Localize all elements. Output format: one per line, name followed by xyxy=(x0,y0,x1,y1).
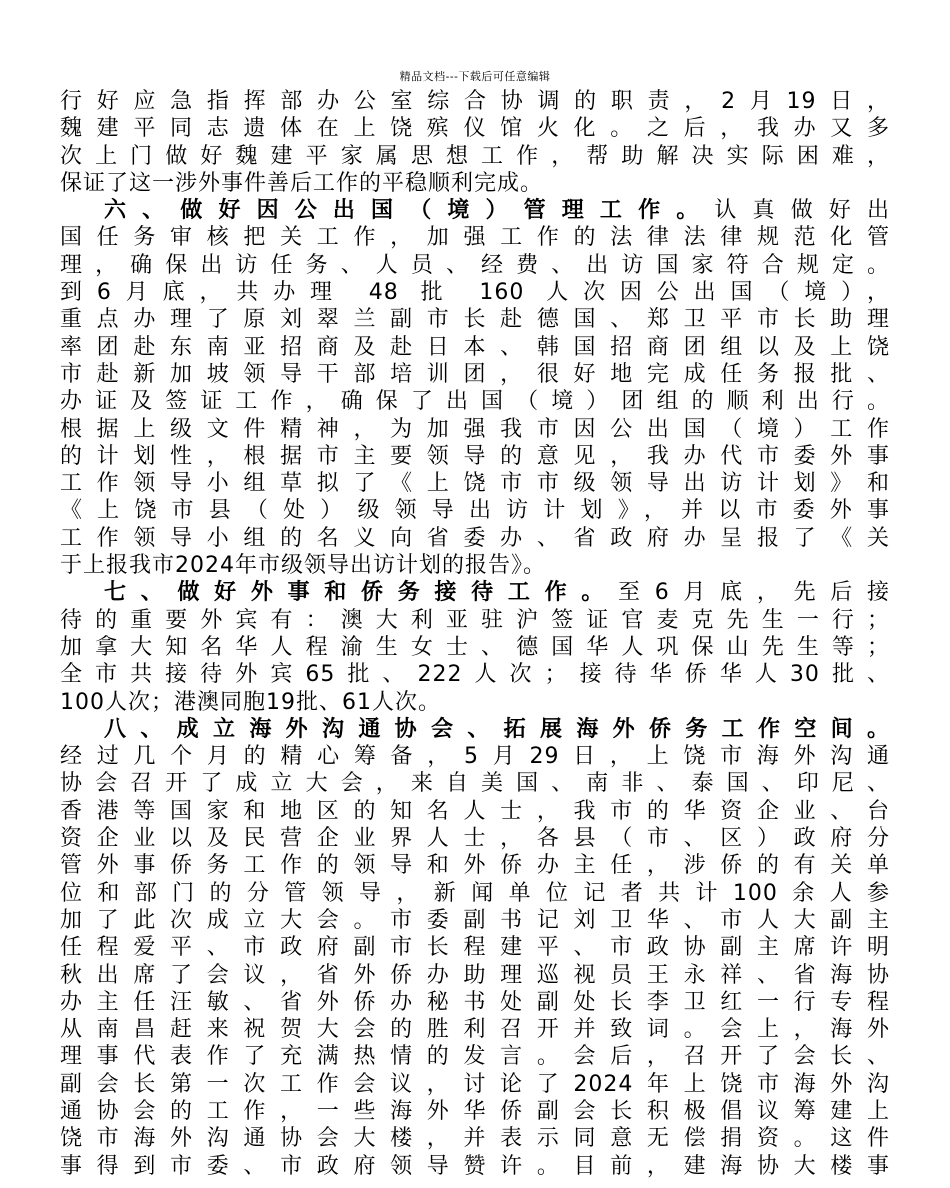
text-line: 理，确保出访任务、人员、经费、出访国家符合规定。 xyxy=(60,252,890,278)
text-line: 《上饶市县（处）级领导出访计划》，并以市委外事 xyxy=(60,498,890,524)
text-line: 100人次；港澳同胞19批、61人次。 xyxy=(60,689,441,715)
text-line: 加拿大知名华人程渝生女士、德国华人巩保山先生等； xyxy=(60,634,890,660)
text-line: 于上报我市2024年市级领导出访计划的报告》。 xyxy=(60,553,546,579)
document-body xyxy=(60,88,890,1180)
text-line: 饶市海外沟通协会大楼，并表示同意无偿捐资。这件 xyxy=(60,1126,890,1152)
text-line: 根据上级文件精神，为加强我市因公出国（境）工作 xyxy=(60,416,890,442)
section-7-text: 至6月底，先后接 xyxy=(618,580,890,606)
text-line: 香港等国家和地区的知名人士，我市的华资企业、台 xyxy=(60,798,890,824)
text-line: 工作领导小组草拟了《上饶市市级领导出访计划》和 xyxy=(60,471,890,497)
text-line: 秋出席了会议，省外侨办助理巡视员王永祥、省海协 xyxy=(60,962,890,988)
section-6-line xyxy=(60,197,890,224)
text-line: 工作领导小组的名义向省委办、省政府办呈报了《关 xyxy=(60,525,890,551)
text-line: 任程爱平、市政府副市长程建平、市政协副主席许明 xyxy=(60,935,890,961)
text-line: 位和部门的分管领导，新闻单位记者共计100余人参 xyxy=(60,880,890,906)
text-line: 待的重要外宾有：澳大利亚驻沪签证官麦克先生一行； xyxy=(60,607,890,633)
text-line: 到6月底，共办理 48 批 160 人次因公出国（境）， xyxy=(60,280,890,306)
text-line: 加了此次成立大会。市委副书记刘卫华、市人大副主 xyxy=(60,907,890,933)
section-6-text: 认真做好出 xyxy=(714,198,890,224)
section-8-line xyxy=(60,716,890,743)
section-8-heading: 八、成立海外沟通协会、拓展海外侨务工作空间。 xyxy=(104,716,890,742)
section-7-heading: 七、做好外事和侨务接待工作。 xyxy=(104,580,618,606)
text-line: 重点办理了原刘翠兰副市长赴德国、郑卫平市长助理 xyxy=(60,307,890,333)
text-line: 事得到市委、市政府领导赞许。目前，建海协大楼事 xyxy=(60,1153,890,1179)
text-line: 保证了这一涉外事件善后工作的平稳顺利完成。 xyxy=(60,170,544,196)
text-line: 通协会的工作，一些海外华侨副会长积极倡议筹建上 xyxy=(60,1098,890,1124)
text-line: 协会召开了成立大会，来自美国、南非、泰国、印尼、 xyxy=(60,771,890,797)
text-line: 的计划性，根据市主要领导的意见，我办代市委外事 xyxy=(60,443,890,469)
text-line: 魏建平同志遗体在上饶殡仪馆火化。之后，我办又多 xyxy=(60,116,890,142)
text-line: 管外事侨务工作的领导和外侨办主任，涉侨的有关单 xyxy=(60,853,890,879)
text-line: 从南昌赶来祝贺大会的胜利召开并致词。会上，海外 xyxy=(60,1017,890,1043)
text-line: 全市共接待外宾65批、222人次；接待华侨华人30批、 xyxy=(60,662,890,688)
text-line: 行好应急指挥部办公室综合协调的职责，2月19日， xyxy=(60,89,890,114)
text-line: 经过几个月的精心筹备，5月29日，上饶市海外沟通 xyxy=(60,744,890,770)
text-line: 资企业以及民营企业界人士，各县（市、区）政府分 xyxy=(60,826,890,852)
text-line: 副会长第一次工作会议，讨论了2024年上饶市海外沟 xyxy=(60,1071,890,1097)
text-line: 次上门做好魏建平家属思想工作，帮助解决实际困难， xyxy=(60,143,890,169)
page-header: 精品文档---下载后可任意编辑 xyxy=(399,70,551,83)
text-line: 率团赴东南亚招商及赴日本、韩国招商团组以及上饶 xyxy=(60,334,890,360)
text-line: 办主任汪敏、省外侨办秘书处副处长李卫红一行专程 xyxy=(60,989,890,1015)
text-line: 办证及签证工作，确保了出国（境）团组的顺利出行。 xyxy=(60,389,890,415)
text-line: 国任务审核把关工作，加强工作的法律法律规范化管 xyxy=(60,225,890,251)
section-7-line xyxy=(60,579,890,606)
text-line: 理事代表作了充满热情的发言。会后，召开了会长、 xyxy=(60,1044,890,1070)
section-6-heading: 六、做好因公出国（境）管理工作。 xyxy=(104,198,715,224)
text-line: 市赴新加坡领导干部培训团，很好地完成任务报批、 xyxy=(60,361,890,387)
